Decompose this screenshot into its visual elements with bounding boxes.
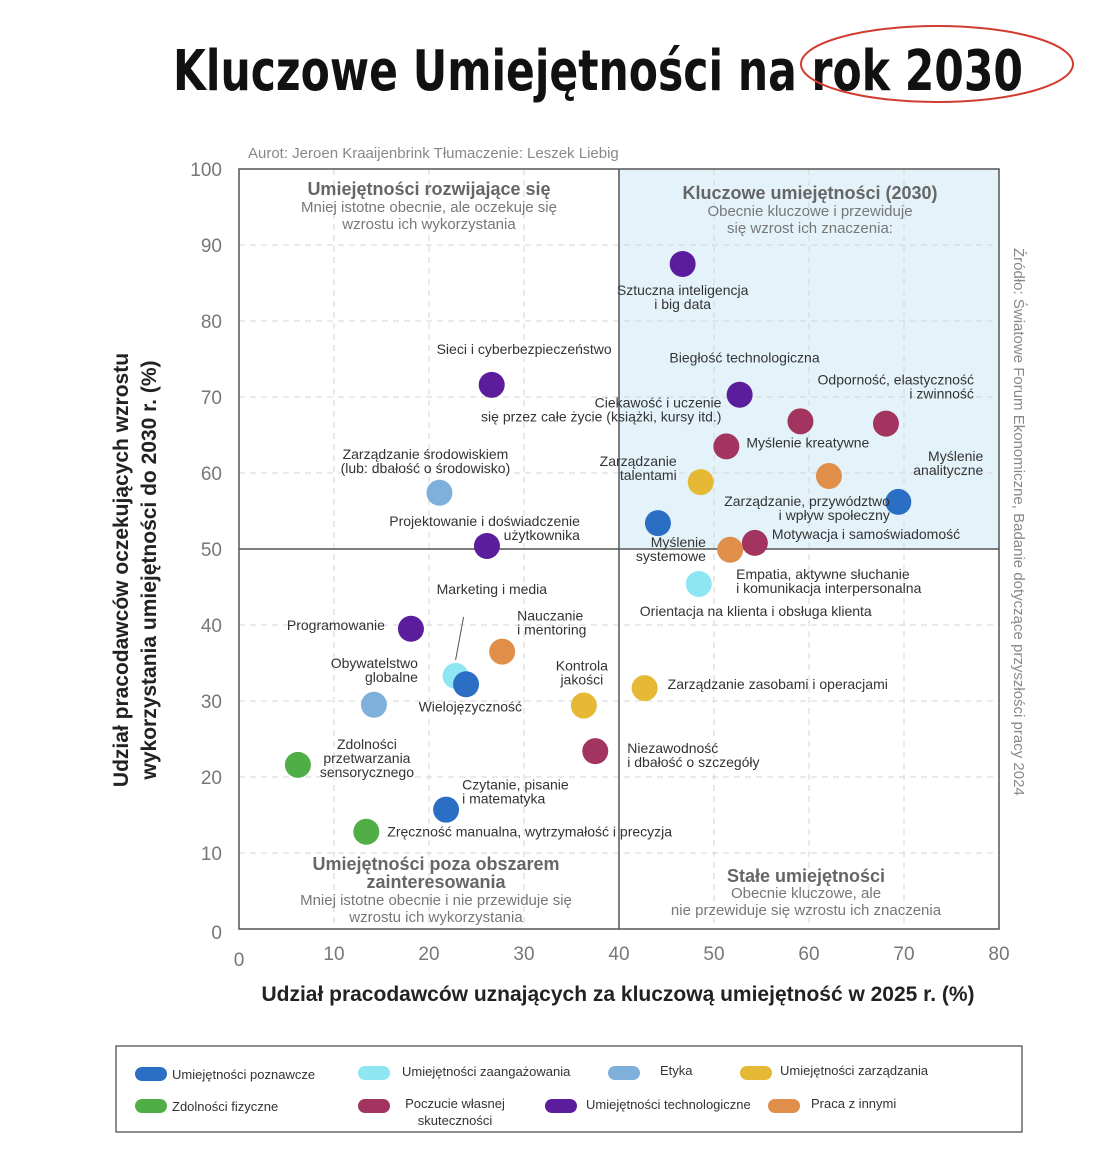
legend-swatch [768, 1099, 800, 1113]
scatter-point [713, 433, 739, 459]
quadrant-subtitle: Obecnie kluczowe i przewiduje [707, 203, 913, 220]
point-label: Ciekawość i uczenie się przez całe życie (książki, kursy itd.) [481, 394, 722, 425]
x-tick-label: 20 [418, 944, 440, 965]
legend-swatch [545, 1099, 577, 1113]
scatter-point [361, 692, 387, 718]
point-label: Orientacja na klienta i obsługa klienta [639, 602, 872, 619]
legend-box [116, 1046, 1022, 1132]
legend-label: Umiejętności zaangażowania [402, 1064, 571, 1079]
legend-swatch [135, 1067, 167, 1081]
point-label: Empatia, aktywne słuchanie i komunikacja interpersonalna [736, 565, 922, 596]
x-tick-label: 30 [513, 944, 535, 965]
point-label: Biegłość technologiczna [669, 349, 820, 366]
scatter-point [353, 819, 379, 845]
legend-label: Etyka [660, 1063, 693, 1078]
point-label: Zarządzanie, przywództwo i wpływ społeczny [724, 493, 890, 524]
x-tick-label: 10 [323, 944, 345, 965]
quadrant-title: zainteresowania [366, 872, 506, 892]
quadrant-title: Kluczowe umiejętności (2030) [682, 183, 938, 203]
y-tick-label: 70 [200, 388, 222, 409]
scatter-point [670, 251, 696, 277]
point-label: Nauczanie i mentoring [517, 607, 587, 638]
y-tick-label: 50 [200, 540, 222, 561]
scatter-point [727, 382, 753, 408]
point-label: Odporność, elastyczność i zwinność [817, 371, 974, 402]
y-tick-label: 0 [211, 923, 222, 944]
x-tick-label: 70 [893, 944, 915, 965]
legend-label: Poczucie własnej skuteczności [405, 1096, 505, 1128]
page-title: Kluczowe Umiejętności na rok 2030 [173, 39, 1023, 104]
legend-label: Umiejętności poznawcze [172, 1067, 316, 1082]
point-label: Myślenie kreatywne [746, 434, 870, 451]
point-label: Sztuczna inteligencja i big data [616, 282, 749, 312]
scatter-point [571, 693, 597, 719]
y-tick-label: 90 [200, 236, 222, 257]
x-tick-label: 50 [703, 944, 725, 965]
legend-label: Umiejętności zarządzania [780, 1063, 929, 1078]
scatter-point [645, 510, 671, 536]
scatter-point [453, 671, 479, 697]
legend-label: Zdolności fizyczne [172, 1099, 279, 1114]
legend-swatch [358, 1066, 390, 1080]
scatter-point [426, 480, 452, 506]
legend-swatch [358, 1099, 390, 1113]
scatter-point [474, 533, 500, 559]
point-label: Zarządzanie środowiskiem (lub: dbałość o środowisko) [340, 445, 511, 476]
quadrant-subtitle: nie przewiduje się wzrostu ich znaczenia [670, 902, 942, 919]
quadrant-subtitle: Obecnie kluczowe, ale [730, 885, 882, 902]
point-label: Zręczność manualna, wytrzymałość i precyzja [387, 823, 673, 840]
y-tick-label: 60 [200, 464, 222, 485]
quadrant-title: Umiejętności poza obszarem [312, 854, 560, 874]
quadrant-subtitle: Mniej istotne obecnie i nie przewiduje się [300, 892, 572, 909]
scatter-point [582, 738, 608, 764]
scatter-point [632, 675, 658, 701]
y-tick-label: 40 [200, 616, 222, 637]
legend-label: Umiejętności technologiczne [586, 1097, 751, 1112]
scatter-point [285, 752, 311, 778]
quadrant-title: Umiejętności rozwijające się [307, 179, 551, 199]
scatter-point [688, 469, 714, 495]
legend-swatch [135, 1099, 167, 1113]
y-axis-title: Udział pracodawców oczekujących wzrostu wykorzystania umiejętności do 2030 r. (%) [110, 352, 161, 788]
scatter-point [686, 571, 712, 597]
quadrant-title: Stałe umiejętności [726, 866, 886, 886]
point-label: Kontrola jakości [555, 657, 608, 688]
legend-label: Praca z innymi [811, 1096, 897, 1111]
scatter-point [717, 537, 743, 563]
source-note: Źródło: Światowe Forum Ekonomiczne, Badanie dotyczące przyszłości pracy 2024 [1010, 248, 1027, 796]
y-tick-label: 20 [200, 768, 222, 789]
y-tick-label: 10 [200, 844, 222, 865]
scatter-point [873, 411, 899, 437]
scatter-point [398, 616, 424, 642]
y-tick-label: 100 [190, 160, 222, 181]
scatter-point [489, 639, 515, 665]
quadrant-subtitle: wzrostu ich wykorzystania [342, 216, 516, 233]
x-axis-title: Udział pracodawców uznających za kluczową umiejętność w 2025 r. (%) [261, 983, 975, 1006]
point-label: Marketing i media [436, 580, 548, 597]
y-tick-label: 80 [200, 312, 222, 333]
point-label: Obywatelstwo globalne [330, 654, 418, 685]
x-tick-label: 0 [233, 950, 245, 971]
scatter-point [479, 372, 505, 398]
legend-item [135, 1067, 315, 1082]
x-tick-label: 40 [608, 944, 630, 965]
point-label: Myślenie systemowe [635, 534, 706, 565]
legend-swatch [608, 1066, 640, 1080]
point-label: Zarządzanie zasobami i operacjami [667, 676, 888, 693]
scatter-point [787, 408, 813, 434]
quadrant-subtitle: Mniej istotne obecnie, ale oczekuje się [301, 199, 557, 216]
legend-swatch [740, 1066, 772, 1080]
point-label: Zarządzanie talentami [599, 453, 677, 484]
scatter-point [742, 530, 768, 556]
x-tick-label: 80 [988, 944, 1010, 965]
point-label: Motywacja i samoświadomość [771, 525, 961, 542]
quadrant-subtitle: wzrostu ich wykorzystania [349, 909, 523, 926]
scatter-point [816, 463, 842, 489]
point-label: Programowanie [286, 616, 385, 633]
point-label: Czytanie, pisanie i matematyka [462, 776, 569, 807]
point-label: Wielojęzyczność [418, 698, 523, 715]
y-tick-label: 30 [200, 692, 222, 713]
point-label: Zdolności przetwarzania sensorycznego [319, 735, 414, 780]
point-label: Sieci i cyberbezpieczeństwo [436, 340, 612, 357]
legend-item [135, 1099, 278, 1114]
x-tick-label: 60 [798, 944, 820, 965]
point-label: Niezawodność i dbałość o szczegóły [627, 740, 760, 771]
point-label: Myślenie analityczne [913, 447, 984, 478]
quadrant-subtitle: się wzrost ich znaczenia: [727, 220, 893, 237]
scatter-point [433, 797, 459, 823]
marketing-leader-line [456, 617, 464, 660]
point-label: Projektowanie i doświadczenie użytkownika [389, 512, 580, 543]
author-credit: Aurot: Jeroen Kraaijenbrink Tłumaczenie: Leszek Liebig [248, 145, 619, 162]
